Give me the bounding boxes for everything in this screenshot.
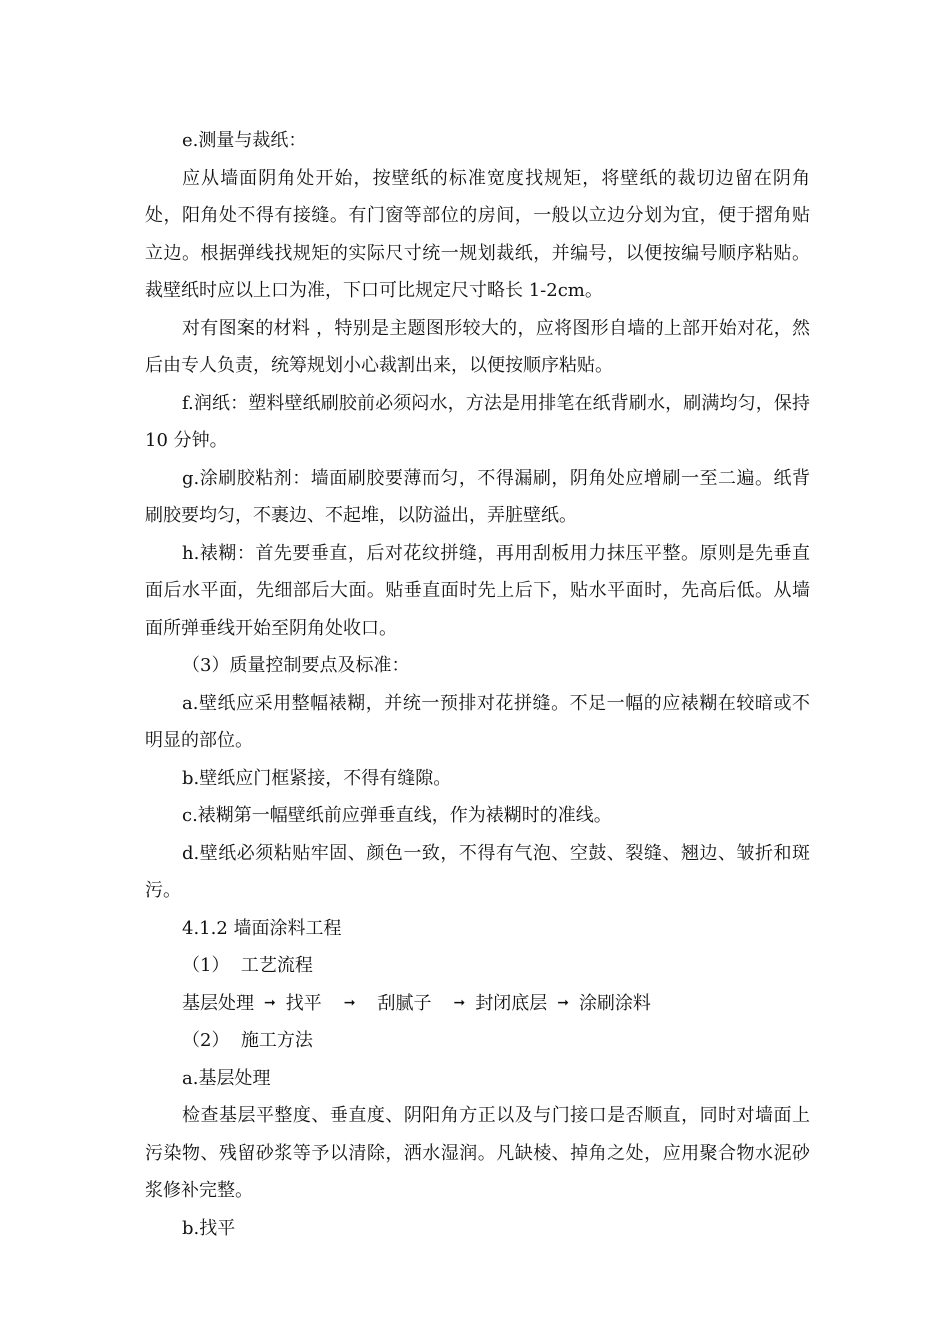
quality-item-a: a.壁纸应采用整幅裱糊，并统一预排对花拼缝。不足一幅的应裱糊在较暗或不明显的部位。: [145, 692, 810, 751]
flow-step: 刮腻子: [377, 992, 432, 1014]
flow-arrow-icon: ➞: [557, 994, 569, 1011]
construction-method-heading: （2） 施工方法: [182, 1030, 313, 1051]
process-flow-line: [145, 985, 810, 1023]
method-a-body: 检查基层平整度、垂直度、阴阳角方正以及与门接口是否顺直，同时对墙面上污染物、残留砂浆等予以清除，洒水湿润。凡缺棱、掉角之处，应用聚合物水泥砂浆修补完整。: [145, 1105, 810, 1201]
method-b-heading: b.找平: [182, 1217, 236, 1239]
flow-arrow-icon: ➞: [264, 994, 276, 1011]
paragraph-e-heading: e.测量与裁纸：: [182, 130, 307, 151]
flow-step: 封闭底层: [475, 992, 548, 1014]
method-a-heading: a.基层处理: [182, 1067, 271, 1089]
paragraph-g-body: g.涂刷胶粘剂：墙面刷胶要薄而匀，不得漏刷，阴角处应增刷一至二遍。纸背刷胶要均匀，不裹边、不起堆，以防溢出，弄脏壁纸。: [145, 467, 810, 526]
section-heading-4-1-2: 4.1.2 墙面涂料工程: [182, 917, 342, 939]
quality-item-c: c.裱糊第一幅壁纸前应弹垂直线，作为裱糊时的准线。: [182, 805, 612, 826]
quality-control-heading: （3）质量控制要点及标准：: [182, 655, 410, 676]
flow-step: 基层处理: [182, 992, 254, 1014]
flow-step: 找平: [285, 992, 322, 1014]
paragraph-f-body: f.润纸：塑料壁纸刷胶前必须闷水，方法是用排笔在纸背刷水，刷满均匀，保持 10 分钟。: [145, 392, 816, 451]
quality-item-d: d.壁纸必须粘贴牢固、颜色一致，不得有气泡、空鼓、裂缝、翘边、皱折和斑污。: [145, 842, 810, 901]
quality-item-b: b.壁纸应门框紧接，不得有缝隙。: [182, 767, 452, 789]
flow-arrow-icon: ➞: [343, 994, 356, 1011]
paragraph-e-body-2: 对有图案的材料 ，特别是主题图形较大的，应将图形自墙的上部开始对花，然后由专人负责，统筹规划小心裁割出来，以便按顺序粘贴。: [145, 317, 810, 376]
document-page: [145, 122, 816, 1247]
process-flow-heading: （1） 工艺流程: [182, 955, 313, 976]
flow-step: 涂刷涂料: [578, 992, 651, 1014]
paragraph-h-body: h.裱糊：首先要垂直，后对花纹拼缝，再用刮板用力抹压平整。原则是先垂直面后水平面，先细部后大面。贴垂直面时先上后下，贴水平面时，先高后低。从墙面所弹垂线开始至阴角处收口。: [145, 542, 810, 639]
paragraph-e-body-1: 应从墙面阴角处开始，按壁纸的标准宽度找规矩，将壁纸的裁切边留在阴角处，阳角处不得有接缝。有门窗等部位的房间，一般以立边分划为宜，便于摺角贴立边。根据弹线找规矩的实际尺寸统一规划裁纸，并编号，以便按编号顺序粘贴。裁壁纸时应以上口为准，下口可比规定尺寸略长 1-2cm。: [145, 167, 810, 301]
flow-arrow-icon: ➞: [453, 994, 466, 1011]
